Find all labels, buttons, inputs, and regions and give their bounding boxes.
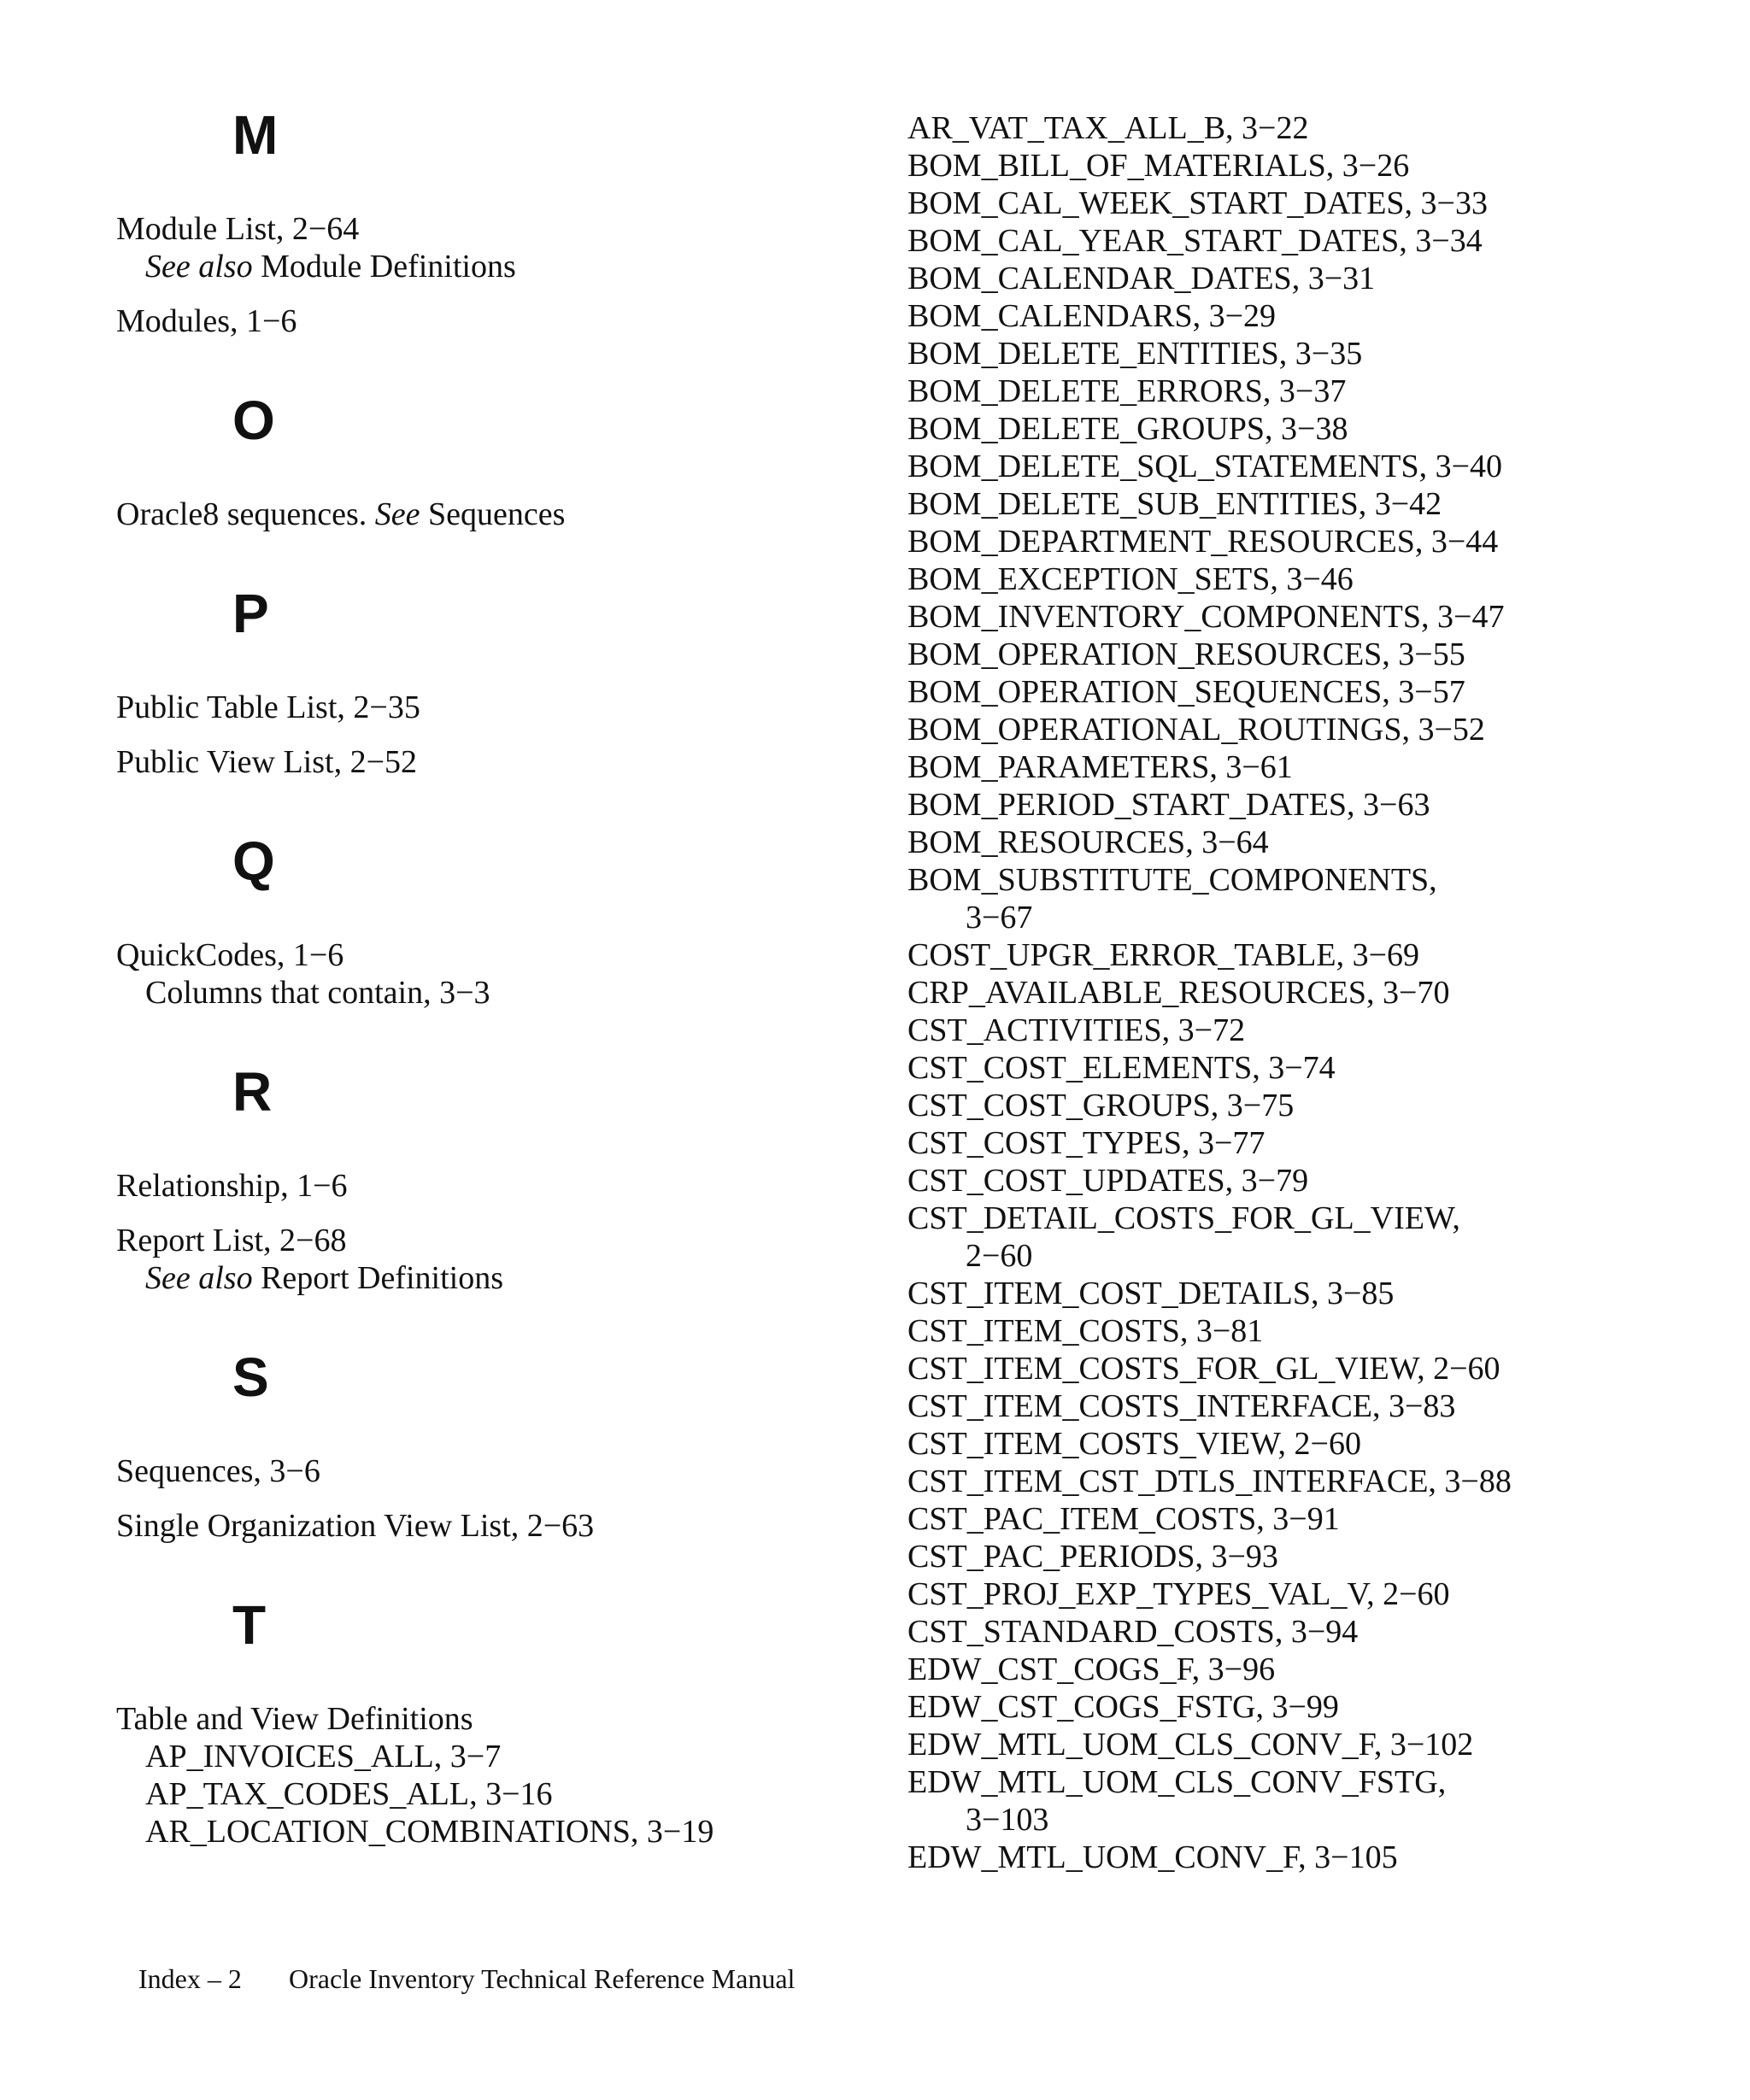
index-entry	[116, 302, 868, 340]
index-entry: CST_STANDARD_COSTS, 3−94	[907, 1614, 1359, 1650]
see-target: Sequences	[420, 496, 566, 532]
index-entry	[116, 1507, 868, 1545]
index-entry: 3−103	[966, 1802, 1049, 1838]
index-entry	[116, 496, 868, 533]
index-right-column	[907, 109, 1711, 1876]
index-section-t	[116, 1593, 868, 1851]
index-entry	[116, 936, 868, 1012]
index-entry: CST_COST_UPDATES, 3−79	[907, 1163, 1309, 1199]
index-entry: BOM_CALENDAR_DATES, 3−31	[907, 261, 1376, 296]
section-letter: R	[232, 1061, 273, 1123]
index-entry: BOM_RESOURCES, 3−64	[907, 824, 1269, 860]
index-entry: BOM_OPERATION_SEQUENCES, 3−57	[907, 674, 1465, 710]
see-also-label: See also	[145, 249, 253, 284]
index-entry: BOM_CAL_YEAR_START_DATES, 3−34	[907, 223, 1483, 259]
entry-text: Report List, 2−68	[116, 1223, 347, 1258]
section-letter: T	[232, 1594, 267, 1656]
index-entry: BOM_SUBSTITUTE_COMPONENTS,	[907, 862, 1437, 898]
index-entry	[116, 743, 868, 781]
index-entry: AR_VAT_TAX_ALL_B, 3−22	[907, 110, 1309, 146]
entry-text: Module List, 2−64	[116, 211, 360, 247]
see-also-entry	[116, 248, 868, 285]
entry-text: QuickCodes, 1−6	[116, 937, 344, 973]
section-letter: Q	[232, 830, 275, 892]
sub-entry: Columns that contain, 3−3	[145, 975, 490, 1011]
index-entry: CST_ITEM_COSTS_INTERFACE, 3−83	[907, 1388, 1456, 1424]
index-entry: BOM_DELETE_GROUPS, 3−38	[907, 411, 1348, 447]
index-entry: BOM_OPERATION_RESOURCES, 3−55	[907, 636, 1465, 672]
index-entry: 2−60	[966, 1238, 1033, 1274]
index-entry	[116, 1452, 868, 1490]
footer-page-number: Index – 2	[138, 1963, 242, 1994]
index-entry: EDW_MTL_UOM_CLS_CONV_FSTG,	[907, 1764, 1447, 1800]
index-entry: CST_COST_ELEMENTS, 3−74	[907, 1050, 1336, 1086]
entry-text: Public View List, 2−52	[116, 744, 418, 780]
entry-text: Public Table List, 2−35	[116, 689, 420, 725]
index-entry: BOM_INVENTORY_COMPONENTS, 3−47	[907, 599, 1505, 635]
index-entry: CST_ITEM_COST_DETAILS, 3−85	[907, 1276, 1395, 1311]
section-letter: S	[232, 1346, 269, 1408]
entry-text: Single Organization View List, 2−63	[116, 1508, 595, 1544]
sub-entry: AP_TAX_CODES_ALL, 3−16	[145, 1776, 553, 1812]
sub-entry: AP_INVOICES_ALL, 3−7	[145, 1739, 502, 1774]
index-entry: EDW_MTL_UOM_CLS_CONV_F, 3−102	[907, 1727, 1474, 1763]
index-entry: CST_PROJ_EXP_TYPES_VAL_V, 2−60	[907, 1576, 1450, 1612]
index-entry: BOM_DELETE_SUB_ENTITIES, 3−42	[907, 486, 1442, 522]
index-entry: BOM_DELETE_ENTITIES, 3−35	[907, 336, 1363, 372]
index-entry: CST_ITEM_COSTS, 3−81	[907, 1313, 1264, 1349]
index-section-o	[116, 388, 868, 533]
index-entry: BOM_DEPARTMENT_RESOURCES, 3−44	[907, 524, 1499, 560]
index-entry: CST_ITEM_COSTS_VIEW, 2−60	[907, 1426, 1361, 1462]
page-footer	[138, 1962, 795, 1996]
index-left-column	[116, 103, 868, 1898]
index-entry: CRP_AVAILABLE_RESOURCES, 3−70	[907, 975, 1450, 1011]
index-entry: BOM_BILL_OF_MATERIALS, 3−26	[907, 148, 1410, 184]
entry-text: Modules, 1−6	[116, 303, 297, 339]
sub-entry: AR_LOCATION_COMBINATIONS, 3−19	[145, 1814, 714, 1850]
index-entry: COST_UPGR_ERROR_TABLE, 3−69	[907, 937, 1420, 973]
index-entry	[116, 210, 868, 285]
index-entry: CST_PAC_ITEM_COSTS, 3−91	[907, 1501, 1340, 1537]
index-entry: BOM_CALENDARS, 3−29	[907, 298, 1277, 334]
section-letter: M	[232, 104, 279, 166]
index-entry	[116, 1222, 868, 1297]
index-entry: CST_ACTIVITIES, 3−72	[907, 1012, 1246, 1048]
index-entry: CST_DETAIL_COSTS_FOR_GL_VIEW,	[907, 1200, 1460, 1236]
see-label: See	[374, 496, 420, 532]
entry-text: Relationship, 1−6	[116, 1168, 348, 1204]
index-entry: BOM_EXCEPTION_SETS, 3−46	[907, 561, 1354, 597]
index-entry: BOM_PARAMETERS, 3−61	[907, 749, 1293, 785]
index-entry: EDW_MTL_UOM_CONV_F, 3−105	[907, 1839, 1398, 1875]
index-entry: BOM_DELETE_ERRORS, 3−37	[907, 373, 1347, 409]
index-section-m	[116, 103, 868, 340]
see-also-target: Report Definitions	[252, 1260, 503, 1296]
index-entry: CST_COST_TYPES, 3−77	[907, 1125, 1266, 1161]
entry-text: Sequences, 3−6	[116, 1453, 320, 1489]
index-entry: BOM_CAL_WEEK_START_DATES, 3−33	[907, 185, 1488, 221]
entry-main-text: Oracle8 sequences.	[116, 496, 375, 532]
index-entry: EDW_CST_COGS_F, 3−96	[907, 1651, 1276, 1687]
entry-text: Table and View Definitions	[116, 1701, 473, 1737]
footer-book-title: Oracle Inventory Technical Reference Manual	[289, 1963, 796, 1994]
section-letter: O	[232, 390, 275, 451]
index-entry: BOM_OPERATIONAL_ROUTINGS, 3−52	[907, 712, 1485, 748]
index-section-s	[116, 1345, 868, 1545]
see-also-label: See also	[145, 1260, 253, 1296]
index-section-p	[116, 581, 868, 781]
see-also-target: Module Definitions	[252, 249, 516, 284]
index-entry: 3−67	[966, 900, 1033, 936]
index-entry: BOM_DELETE_SQL_STATEMENTS, 3−40	[907, 449, 1503, 484]
index-entry: CST_COST_GROUPS, 3−75	[907, 1088, 1295, 1123]
index-section-q	[116, 829, 868, 1012]
index-entry	[116, 689, 868, 726]
entry-text	[116, 496, 868, 533]
index-entry: CST_ITEM_COSTS_FOR_GL_VIEW, 2−60	[907, 1351, 1500, 1387]
section-letter: P	[232, 583, 269, 644]
index-entry: EDW_CST_COGS_FSTG, 3−99	[907, 1689, 1339, 1725]
index-entry	[116, 1167, 868, 1205]
index-entry: BOM_PERIOD_START_DATES, 3−63	[907, 787, 1430, 823]
index-entry: CST_PAC_PERIODS, 3−93	[907, 1539, 1278, 1575]
index-entry: CST_ITEM_CST_DTLS_INTERFACE, 3−88	[907, 1464, 1512, 1499]
index-entry	[116, 1700, 868, 1851]
see-also-entry	[116, 1259, 868, 1297]
index-section-r	[116, 1059, 868, 1297]
